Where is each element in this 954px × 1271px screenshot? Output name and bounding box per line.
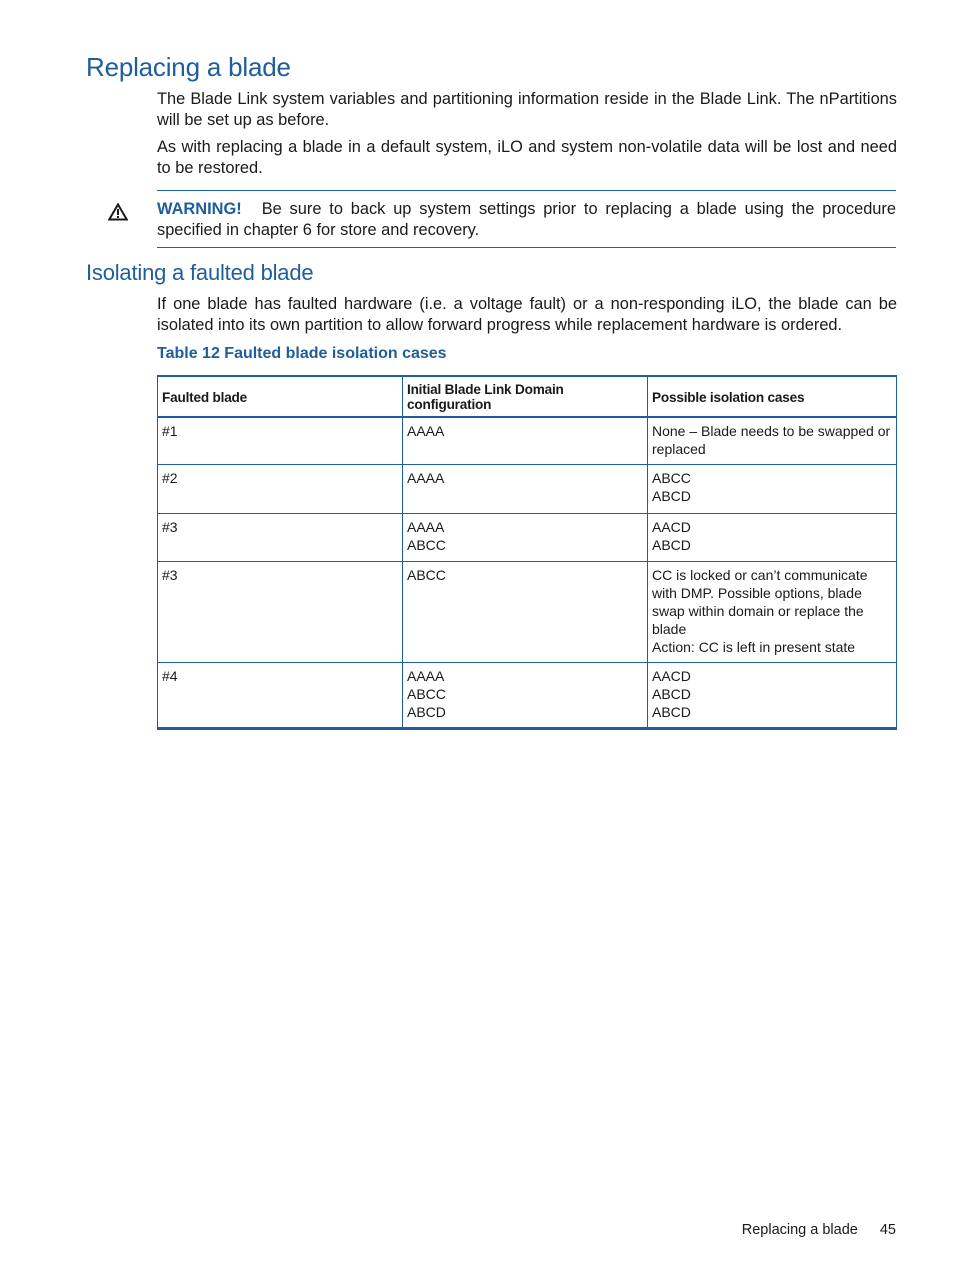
table-row xyxy=(158,465,897,514)
cell-cases xyxy=(648,562,897,663)
cell-config xyxy=(403,465,648,514)
isolation-table xyxy=(157,375,897,730)
table-header-row xyxy=(158,376,897,417)
cell-config xyxy=(403,663,648,729)
cell-config xyxy=(403,514,648,562)
case-line: CC is locked or can’t communicate with DMP. Possible options, blade swap within domain or replace the blade xyxy=(652,567,868,637)
header-isolation-cases: Possible isolation cases xyxy=(648,376,897,417)
table-row xyxy=(158,417,897,465)
isolation-paragraph: If one blade has faulted hardware (i.e. a voltage fault) or a non-responding iLO, the blade can be isolated into its own partition to allow forward progress while replacement hardware is ordered. xyxy=(157,295,897,334)
case-line: ABCD xyxy=(652,686,691,702)
warning-triangle-icon xyxy=(108,203,128,221)
header-initial-config: Initial Blade Link Domain configuration xyxy=(403,376,648,417)
page-title: Replacing a blade xyxy=(86,52,291,82)
cell-config xyxy=(403,417,648,465)
case-line: ABCD xyxy=(652,704,691,720)
header-faulted-blade: Faulted blade xyxy=(158,376,403,417)
cell-blade: #1 xyxy=(158,417,403,465)
case-line: ABCC xyxy=(652,470,691,486)
cell-cases xyxy=(648,465,897,514)
case-line: Action: CC is left in present state xyxy=(652,639,856,655)
config-line: ABCC xyxy=(407,686,446,702)
config-line: AAAA xyxy=(407,668,445,684)
cell-config xyxy=(403,562,648,663)
table-row xyxy=(158,562,897,663)
cell-blade: #4 xyxy=(158,663,403,729)
case-line: AACD xyxy=(652,519,691,535)
footer-section-title: Replacing a blade xyxy=(741,1222,858,1238)
cell-cases xyxy=(648,663,897,729)
config-line: ABCD xyxy=(407,704,446,720)
restore-paragraph: As with replacing a blade in a default system, iLO and system non-volatile data will be lost and need to be restored. xyxy=(157,138,897,177)
table-row xyxy=(158,663,897,729)
warning-message: Be sure to back up system settings prior to replacing a blade using the procedure specified in chapter 6 for store and recovery. xyxy=(157,200,896,239)
table-caption: Table 12 Faulted blade isolation cases xyxy=(157,345,447,362)
warning-label: WARNING! xyxy=(157,200,242,218)
cell-cases xyxy=(648,417,897,465)
warning-text-block xyxy=(157,199,896,241)
cell-blade: #2 xyxy=(158,465,403,514)
case-line: ABCD xyxy=(652,488,691,504)
config-line: ABCC xyxy=(407,567,446,583)
table-row xyxy=(158,514,897,562)
cell-cases xyxy=(648,514,897,562)
case-line: None – Blade needs to be swapped or replaced xyxy=(652,423,891,457)
page-footer xyxy=(742,1222,896,1238)
config-line: AAAA xyxy=(407,519,445,535)
section-heading-isolating: Isolating a faulted blade xyxy=(86,260,314,285)
config-line: ABCC xyxy=(407,537,446,553)
page-number: 45 xyxy=(879,1222,896,1238)
config-line: AAAA xyxy=(407,470,445,486)
case-line: ABCD xyxy=(652,537,691,553)
warning-box xyxy=(157,190,896,248)
cell-blade: #3 xyxy=(158,562,403,663)
cell-blade: #3 xyxy=(158,514,403,562)
config-line: AAAA xyxy=(407,423,445,439)
case-line: AACD xyxy=(652,668,691,684)
intro-paragraph: The Blade Link system variables and partitioning information reside in the Blade Link. The nPartitions will be set up as before. xyxy=(157,90,897,129)
